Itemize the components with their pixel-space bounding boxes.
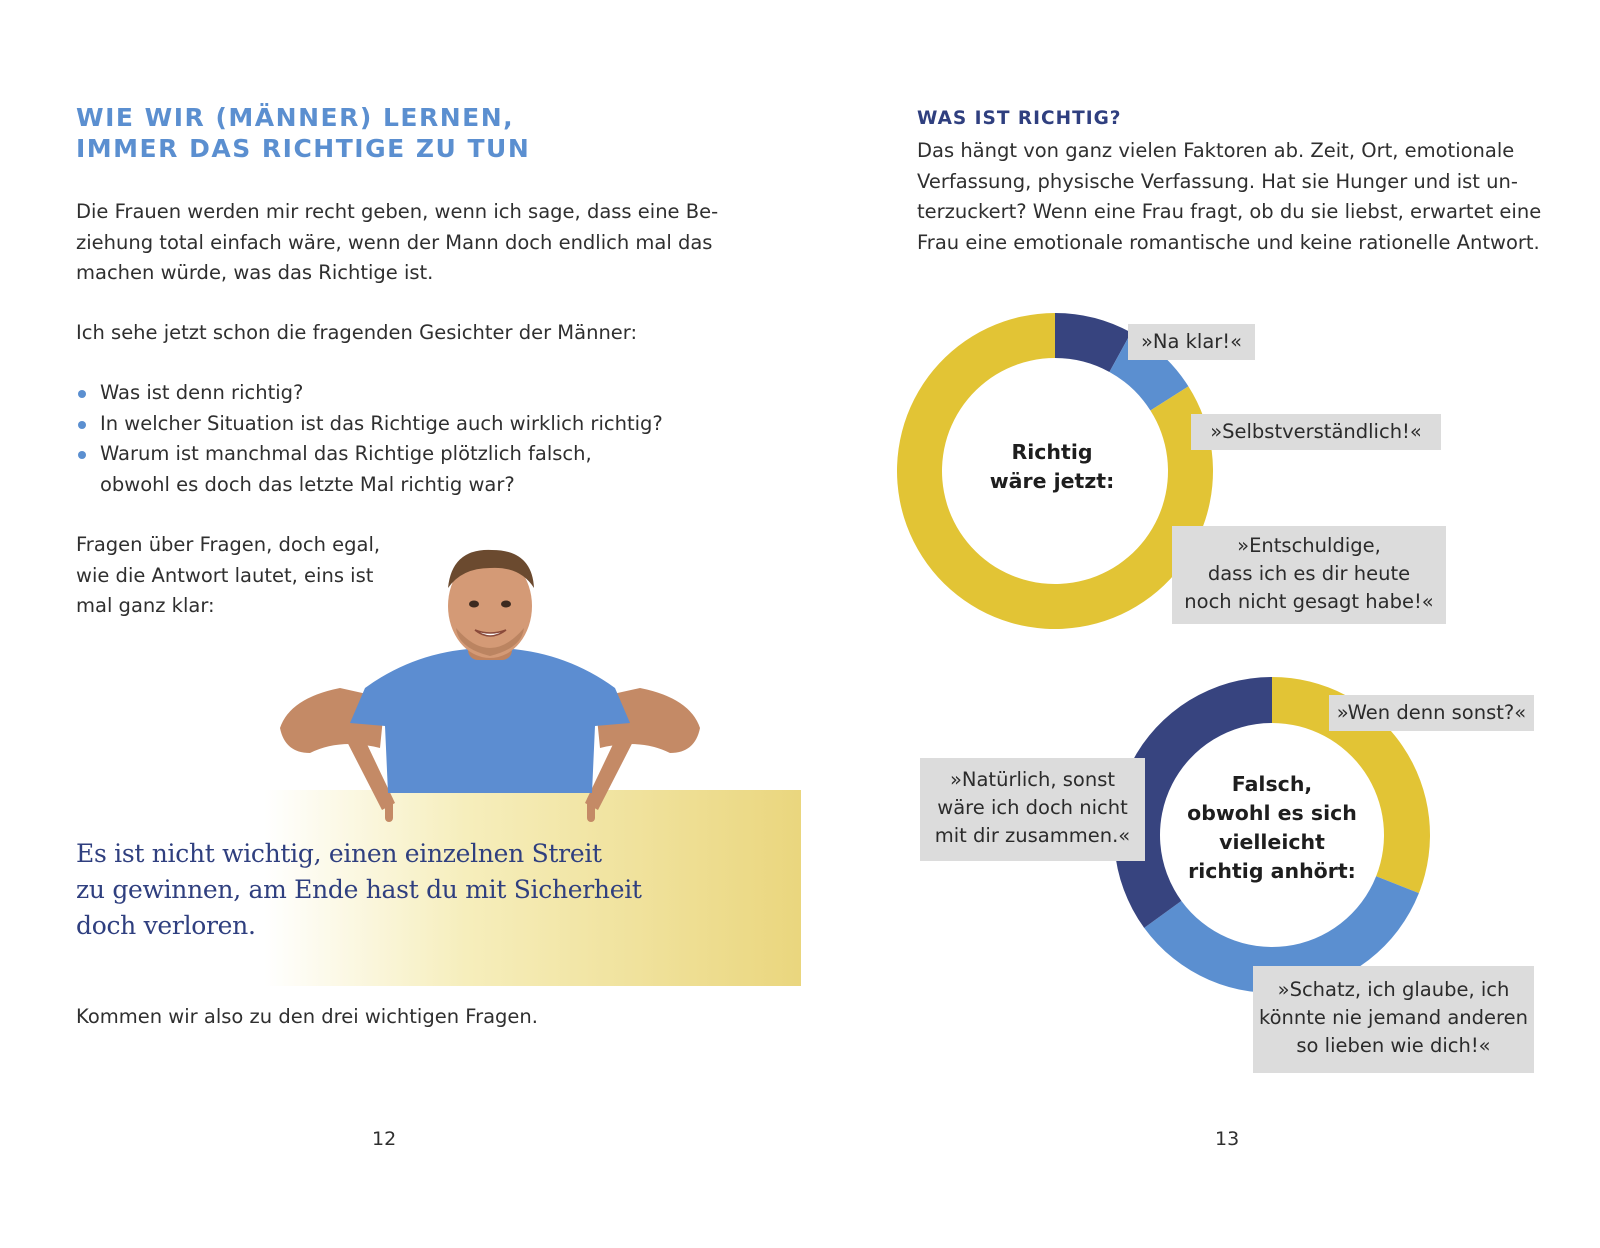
page-number-right: 13 (1215, 1128, 1240, 1150)
intro-paragraph: Die Frauen werden mir recht geben, wenn ich sage, dass eine Be- ziehung total einfach wäre, wenn der Mann doch endlich mal das machen würde, was das Richtige ist. (76, 200, 719, 284)
donut-center-label-richtig: Richtig wäre jetzt: (989, 440, 1115, 493)
questions-intro: Ich sehe jetzt schon die fragenden Gesichter der Männer: (76, 321, 638, 344)
donut-center-label-falsch: Falsch, obwohl es sich vielleicht richtig anhört: (1187, 772, 1357, 883)
list-item: Warum ist manchmal das Richtige plötzlich falsch, obwohl es doch das letzte Mal richtig war? (76, 439, 663, 500)
chart-label-na-klar: »Na klar!« (1128, 324, 1255, 360)
closing-paragraph: Kommen wir also zu den drei wichtigen Fragen. (76, 1005, 538, 1028)
right-body-paragraph: Das hängt von ganz vielen Faktoren ab. Zeit, Ort, emotionale Verfassung, physische Verfassung. Hat sie Hunger und ist un- terzuckert? Wenn eine Frau fragt, ob du sie liebst, erwartet eine Frau eine emotionale romantische und keine rationelle Antwort. (917, 139, 1542, 254)
pull-quote: Es ist nicht wichtig, einen einzelnen Streit zu gewinnen, am Ende hast du mit Sicherheit doch verloren. (76, 839, 642, 940)
chart-label-natuerlich: »Natürlich, sonst wäre ich doch nicht mit dir zusammen.« (920, 758, 1145, 861)
chart-label-schatz: »Schatz, ich glaube, ich könnte nie jemand anderen so lieben wie dich!« (1253, 966, 1534, 1073)
chart-label-selbstverstaendlich: »Selbstverständlich!« (1191, 414, 1441, 450)
chart-label-wen-denn-sonst: »Wen denn sonst?« (1329, 695, 1534, 731)
page-heading-left: WIE WIR (MÄNNER) LERNEN, IMMER DAS RICHTIGE ZU TUN (76, 103, 531, 163)
list-item: In welcher Situation ist das Richtige auch wirklich richtig? (76, 409, 663, 440)
chart-label-entschuldige: »Entschuldige, dass ich es dir heute noch nicht gesagt habe!« (1172, 526, 1446, 624)
page-number-left: 12 (372, 1128, 397, 1150)
list-item: Was ist denn richtig? (76, 378, 663, 409)
pre-quote-paragraph: Fragen über Fragen, doch egal, wie die Antwort lautet, eins ist mal ganz klar: (76, 533, 381, 617)
page-heading-right: WAS IST RICHTIG? (917, 108, 1122, 129)
